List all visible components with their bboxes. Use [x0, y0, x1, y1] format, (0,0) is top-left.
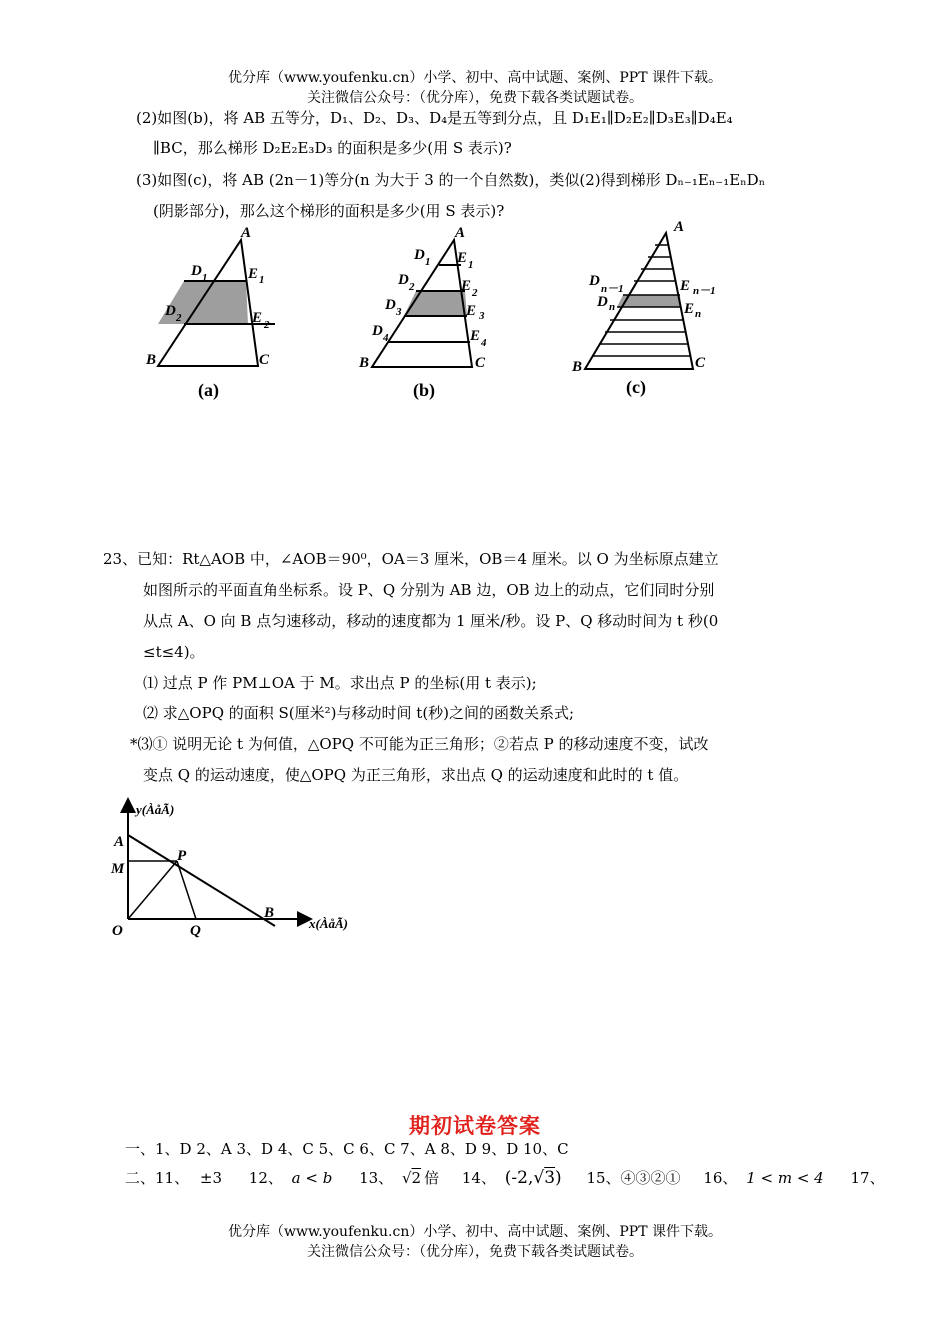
figure-b-label-E3: E	[466, 303, 477, 319]
figure-c-label-C: C	[695, 355, 706, 371]
answer-13-radicand: 2	[411, 1169, 422, 1187]
answer-14: (-2,√3)	[504, 1168, 562, 1188]
answer-17-num: 17、	[850, 1169, 885, 1187]
q22-part2-line2: ∥BC，那么梯形 D₂E₂E₃D₃ 的面积是多少(用 S 表示)?	[153, 139, 512, 157]
figure-c	[571, 219, 716, 398]
answers-row-1: 一、1、D 2、A 3、D 4、C 5、C 6、C 7、A 8、D 9、D 10、C	[125, 1140, 569, 1158]
segment-OP	[128, 861, 177, 919]
answer-13-unit: 倍	[424, 1169, 440, 1187]
q23-part2: ⑵ 求△OPQ 的面积 S(厘米²)与移动时间 t(秒)之间的函数关系式;	[143, 704, 575, 722]
x-axis-label: x(ÀåÃ)	[309, 916, 348, 931]
figure-b-label-C: C	[475, 355, 486, 371]
figure-a-label-E1-sub: 1	[259, 274, 265, 286]
q22-part3-line2: (阴影部分)，那么这个梯形的面积是多少(用 S 表示)?	[153, 202, 505, 220]
figure-b-label-D1: D	[414, 247, 425, 263]
figure-c-label-En1: E	[680, 278, 691, 294]
label-P: P	[177, 848, 187, 864]
answers-title: 期初试卷答案	[409, 1113, 541, 1138]
figure-b-label-B: B	[359, 355, 370, 371]
figure-b-caption: (b)	[413, 380, 435, 400]
q23-part3-line1: *⑶① 说明无论 t 为何值，△OPQ 不可能为正三角形；②若点 P 的移动速度不变，试改	[130, 735, 709, 753]
footer-line-2: 关注微信公众号：（优分库），免费下载各类试题试卷。	[307, 1244, 643, 1260]
figure-a-label-A: A	[241, 225, 252, 241]
figure-b-label-D1-sub: 1	[425, 256, 431, 268]
answer-11: ±3	[199, 1169, 222, 1187]
figure-a-caption: (a)	[198, 380, 219, 400]
figure-a-label-D2-sub: 2	[176, 312, 182, 324]
q22-part3-line1: (3)如图(c)，将 AB (2n－1)等分(n 为大于 3 的一个自然数)，类似(2)得到梯形 Dₙ₋₁Eₙ₋₁EₙDₙ	[136, 171, 766, 189]
answer-16: 1 < m < 4	[746, 1169, 824, 1187]
figure-a-label-E2: E	[252, 310, 263, 326]
label-O: O	[112, 923, 123, 939]
figure-b-label-D3-sub: 3	[396, 306, 402, 318]
answer-14-close: )	[555, 1168, 562, 1188]
figure-c-label-En: E	[684, 301, 695, 317]
label-M: M	[111, 861, 125, 877]
q22-figures	[0, 215, 950, 415]
figure-b	[358, 225, 487, 401]
answer-14-radicand: 3	[544, 1168, 556, 1188]
figure-b-label-A: A	[455, 225, 466, 241]
answer-12: a < b	[291, 1169, 333, 1187]
figure-b-label-D2-sub: 2	[409, 281, 415, 293]
figure-b-label-E4: E	[470, 328, 481, 344]
figure-b-label-E4-sub: 4	[481, 337, 487, 349]
q23-figure	[100, 795, 370, 940]
figure-b-label-D4: D	[372, 323, 383, 339]
label-A: A	[114, 834, 125, 850]
figure-a-label-D1-sub: 1	[202, 272, 208, 284]
figure-b-label-E2: E	[461, 278, 472, 294]
figure-a	[145, 225, 275, 401]
figure-b-label-E3-sub: 3	[479, 310, 485, 322]
q23-line4: ≤t≤4)。	[143, 643, 205, 661]
q23-line3: 从点 A、O 向 B 点匀速移动，移动的速度都为 1 厘米/秒。设 P、Q 移动时间为 t 秒(0	[143, 612, 719, 630]
figure-b-label-D2: D	[398, 272, 409, 288]
q23-part1: ⑴ 过点 P 作 PM⊥OA 于 M。求出点 P 的坐标(用 t 表示);	[143, 674, 537, 692]
answer-13-num: 13、	[359, 1169, 394, 1187]
q23-line2: 如图所示的平面直角坐标系。设 P、Q 分别为 AB 边，OB 边上的动点，它们同时分别	[143, 581, 715, 599]
figure-b-label-D3: D	[385, 297, 396, 313]
q22-part2-line1: (2)如图(b)，将 AB 五等分，D₁、D₂、D₃、D₄是五等到分点，且 D₁E₁∥D₂E₂∥D₃E₃∥D₄E₄	[136, 109, 733, 127]
footer-line-1: 优分库（www.youfenku.cn）小学、初中、高中试题、案例、PPT 课件下载。	[227, 1224, 722, 1240]
figure-c-label-Dn: D	[597, 294, 608, 310]
answers-row2-prefix: 二、11、	[125, 1169, 190, 1187]
figure-c-label-B: B	[572, 359, 583, 375]
figure-a-label-C: C	[259, 352, 270, 368]
figure-b-label-E1: E	[457, 250, 468, 266]
label-Q: Q	[190, 923, 201, 939]
q23-part3-line2: 变点 Q 的运动速度，使△OPQ 为正三角形，求出点 Q 的运动速度和此时的 t 值。	[143, 766, 689, 784]
figure-c-label-Dn-sub: n	[609, 301, 616, 313]
answer-13: √2 倍	[401, 1169, 440, 1187]
segment-PQ	[177, 861, 196, 919]
figure-b-label-D4-sub: 4	[383, 332, 389, 344]
figure-c-label-Dn1: D	[589, 273, 600, 289]
figure-c-caption: (c)	[626, 377, 646, 397]
figure-a-label-D1: D	[191, 263, 202, 279]
answer-16-num: 16、	[703, 1169, 738, 1187]
label-B: B	[264, 905, 275, 921]
header-line-2: 关注微信公众号：（优分库），免费下载各类试题试卷。	[307, 90, 643, 106]
figure-a-label-E2-sub: 2	[264, 319, 270, 331]
answer-12-num: 12、	[248, 1169, 283, 1187]
q23-line1: 23、已知：Rt△AOB 中，∠AOB＝90⁰，OA＝3 厘米，OB＝4 厘米。以 O 为坐标原点建立	[103, 550, 719, 568]
header-line-1: 优分库（www.youfenku.cn）小学、初中、高中试题、案例、PPT 课件下载。	[227, 70, 722, 86]
figure-c-label-A: A	[674, 219, 685, 235]
figure-c-label-En1-sub: n－1	[693, 285, 716, 297]
figure-b-label-E1-sub: 1	[468, 259, 474, 271]
y-axis-label: y(ÀåÃ)	[136, 802, 175, 817]
figure-b-label-E2-sub: 2	[472, 287, 478, 299]
figure-c-label-En-sub: n	[695, 308, 702, 320]
answer-15: 15、④③②①	[586, 1169, 681, 1187]
figure-a-label-B: B	[146, 352, 157, 368]
figure-a-label-E1: E	[248, 266, 259, 282]
answers-row-2	[125, 1167, 885, 1189]
figure-a-label-D2: D	[165, 303, 176, 319]
answer-14-num: 14、	[461, 1169, 496, 1187]
segment-AB	[128, 835, 275, 926]
figure-c-label-Dn1-sub: n－1	[601, 283, 624, 295]
answer-14-open: (-2,	[504, 1168, 534, 1188]
